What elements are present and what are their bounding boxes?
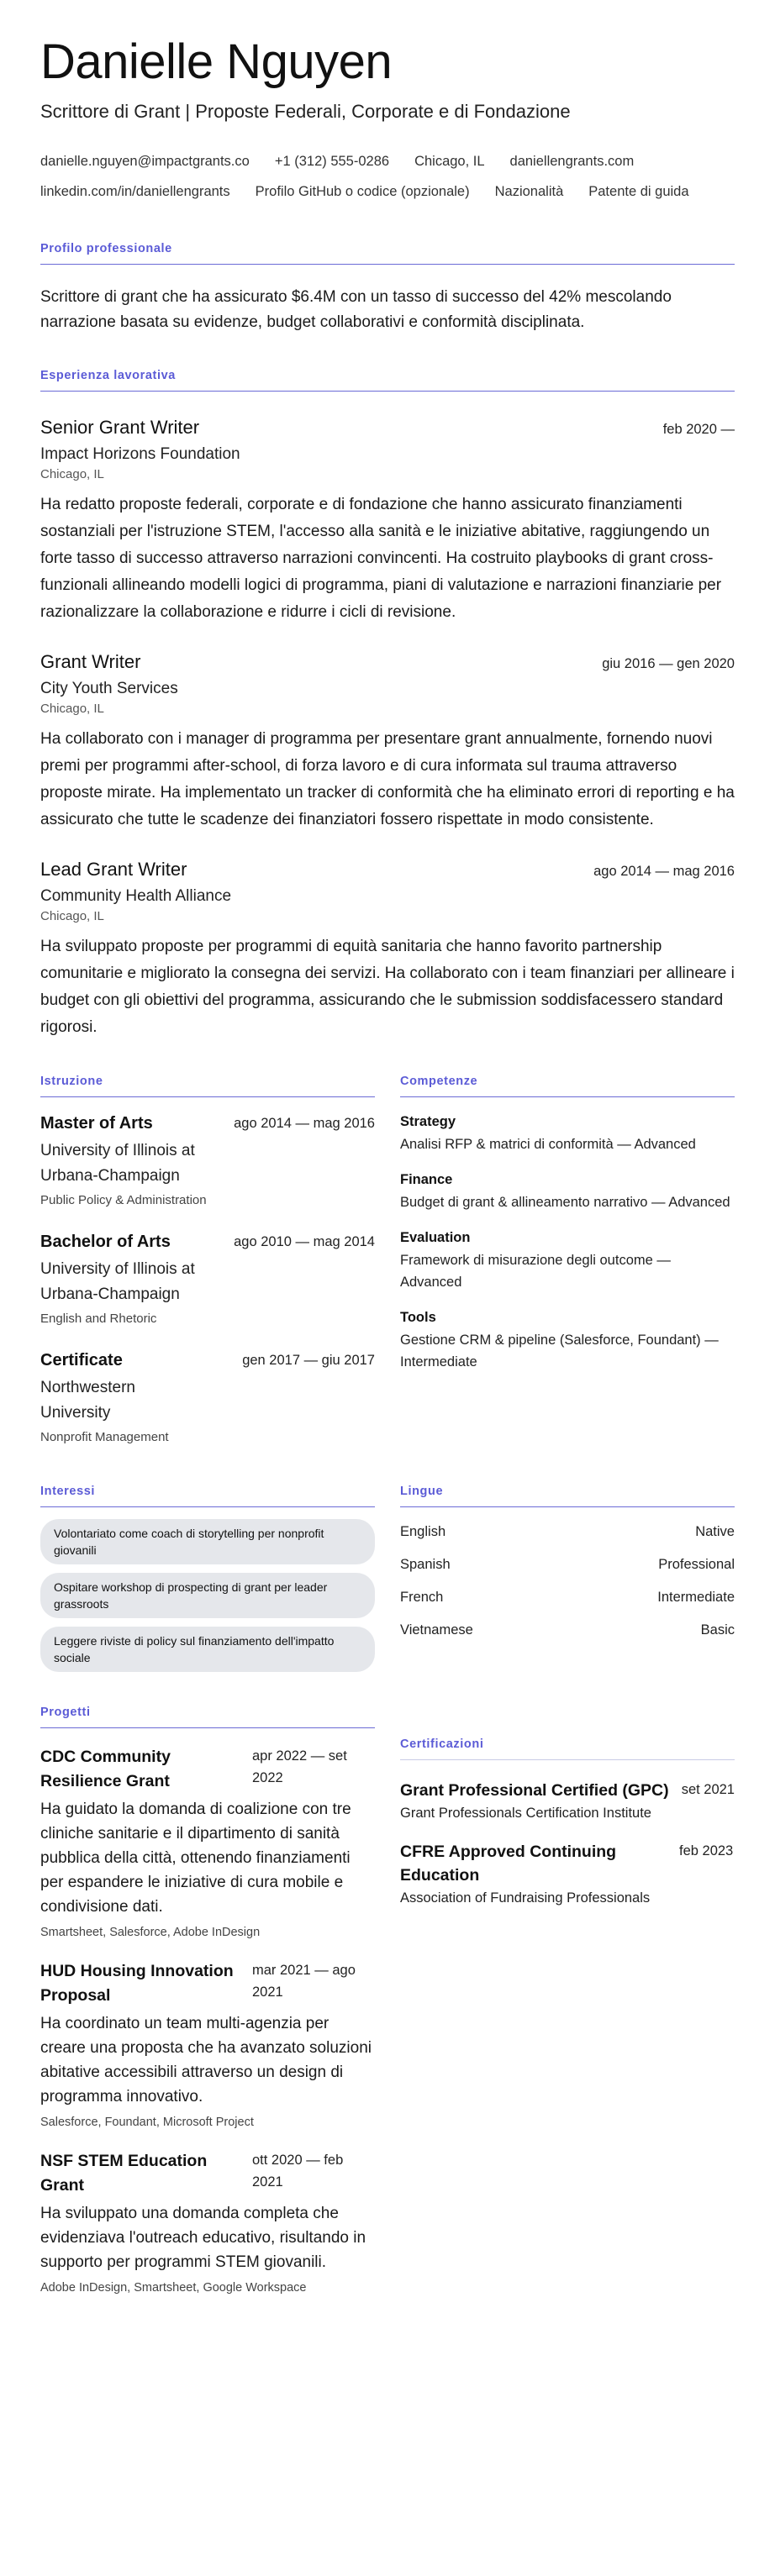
skill-entry <box>400 1114 735 1155</box>
skill-category: Tools <box>400 1309 436 1325</box>
project-name: NSF STEM Education Grant <box>40 2151 208 2195</box>
education-skills-row <box>40 1075 735 1448</box>
project-dates: ott 2020 — feb 2021 <box>252 2152 344 2190</box>
projects-heading: Progetti <box>40 1706 375 1728</box>
project-entry <box>40 1959 375 2129</box>
education-school: University of Illinois at Urbana-Champaign <box>40 1259 195 1303</box>
contact-linkedin[interactable]: linkedin.com/in/daniellengrants <box>40 183 230 199</box>
job-location: Chicago, IL <box>40 701 104 716</box>
education-school: Northwestern University <box>40 1378 135 1422</box>
project-tools: Adobe InDesign, Smartsheet, Google Workspace <box>40 2280 307 2295</box>
education-dates: ago 2014 — mag 2016 <box>234 1115 375 1131</box>
job-organization: Community Health Alliance <box>40 886 232 905</box>
certifications-section <box>400 1737 735 2295</box>
contact-email[interactable]: danielle.nguyen@impactgrants.co <box>40 153 250 169</box>
job-organization: City Youth Services <box>40 679 178 697</box>
summary-section <box>40 242 735 335</box>
interests-languages-row <box>40 1485 735 1672</box>
education-degree: Master of Arts <box>40 1113 153 1133</box>
job-entry <box>40 417 735 626</box>
project-dates: apr 2022 — set 2022 <box>252 1748 347 1785</box>
contact-location: Chicago, IL <box>414 153 485 169</box>
skill-detail: Gestione CRM & pipeline (Salesforce, Foundant) — Intermediate <box>400 1332 719 1369</box>
resume-header <box>40 35 735 200</box>
education-degree: Bachelor of Arts <box>40 1232 171 1251</box>
language-level: Professional <box>658 1556 735 1572</box>
experience-section <box>40 369 735 1041</box>
education-entry <box>40 1114 375 1211</box>
language-row <box>400 1557 735 1573</box>
language-row <box>400 1524 735 1540</box>
education-school: University of Illinois at Urbana-Champaign <box>40 1141 195 1185</box>
skill-category: Finance <box>400 1171 453 1187</box>
education-field: Public Policy & Administration <box>40 1192 207 1207</box>
certification-issuer: Grant Professionals Certification Institute <box>400 1805 651 1821</box>
education-section <box>40 1075 375 1448</box>
interest-chip: Ospitare workshop di prospecting di grant per leader grassroots <box>40 1573 375 1618</box>
interests-heading: Interessi <box>40 1485 375 1507</box>
job-location: Chicago, IL <box>40 908 104 923</box>
project-description: Ha coordinato un team multi-agenzia per creare una proposta che ha avanzato soluzioni abitative accessibili attraverso un design di programma innovativo. <box>40 2014 372 2105</box>
education-dates: gen 2017 — giu 2017 <box>242 1352 375 1368</box>
contact-phone[interactable]: +1 (312) 555-0286 <box>274 153 390 169</box>
job-title: Senior Grant Writer <box>40 416 200 438</box>
job-title: Grant Writer <box>40 650 141 672</box>
project-tools: Smartsheet, Salesforce, Adobe InDesign <box>40 1925 261 1939</box>
summary-heading: Profilo professionale <box>40 242 735 265</box>
languages-heading: Lingue <box>400 1485 735 1507</box>
experience-heading: Esperienza lavorativa <box>40 369 735 392</box>
education-heading: Istruzione <box>40 1075 375 1097</box>
job-title: Lead Grant Writer <box>40 858 187 880</box>
skill-category: Evaluation <box>400 1229 471 1245</box>
language-level: Native <box>695 1523 735 1539</box>
project-dates: mar 2021 — ago 2021 <box>252 1962 356 2000</box>
language-name: English <box>400 1523 446 1539</box>
job-description: Ha collaborato con i manager di programma per presentare grant annualmente, fornendo nuovi premi per programmi after-school, di forza lavoro e di cura informata sul trauma attraverso proposte mirate. Ha implementato un tracker di conformità che ha eliminato errori di reporting e ha assicurato che tutte le scadenze dei finanziatori fossero rispettate in modo consistente. <box>40 729 735 828</box>
language-row <box>400 1622 735 1638</box>
skill-entry <box>400 1230 735 1293</box>
skill-detail: Analisi RFP & matrici di conformità — Advanced <box>400 1136 696 1152</box>
job-location: Chicago, IL <box>40 466 104 481</box>
candidate-name: Danielle Nguyen <box>40 34 393 89</box>
project-entry <box>40 2149 375 2295</box>
contact-website[interactable]: daniellengrants.com <box>509 153 635 169</box>
skills-heading: Competenze <box>400 1075 735 1097</box>
contact-nationality: Nazionalità <box>494 183 564 199</box>
certification-entry <box>400 1840 735 1906</box>
project-description: Ha guidato la domanda di coalizione con tre cliniche sanitarie e il dipartimento di sanità pubblica della città, ottenendo finanziamenti per espandere le iniziative di cura mobile e condivisione dati. <box>40 1800 351 1916</box>
summary-text: Scrittore di grant che ha assicurato $6.4M con un tasso di successo del 42% mescolando narrazione basata su evidenze, budget collaborativi e conformità disciplinata. <box>40 287 672 331</box>
job-entry <box>40 651 735 833</box>
certification-dates: feb 2023 <box>679 1843 734 1858</box>
project-entry <box>40 1745 375 1939</box>
interest-chip: Volontariato come coach di storytelling per nonprofit giovanili <box>40 1519 375 1564</box>
language-row <box>400 1590 735 1606</box>
job-organization: Impact Horizons Foundation <box>40 444 240 463</box>
certification-entry <box>400 1779 735 1822</box>
project-description: Ha sviluppato una domanda completa che evidenziava l'outreach educativo, risultando in supporto per programmi STEM giovanili. <box>40 2204 366 2271</box>
education-entry <box>40 1351 375 1448</box>
skill-detail: Framework di misurazione degli outcome — Advanced <box>400 1252 671 1290</box>
certification-issuer: Association of Fundraising Professionals <box>400 1890 651 1906</box>
projects-section <box>40 1706 375 2295</box>
projects-certifications-row <box>40 1706 735 2295</box>
languages-section <box>400 1485 735 1672</box>
candidate-headline: Scrittore di Grant | Proposte Federali, Corporate e di Fondazione <box>40 100 571 122</box>
job-entry <box>40 859 735 1041</box>
skill-entry <box>400 1172 735 1213</box>
interest-chip: Leggere riviste di policy sul finanziamento dell'impatto sociale <box>40 1627 375 1672</box>
job-dates: giu 2016 — gen 2020 <box>602 655 735 671</box>
project-tools: Salesforce, Foundant, Microsoft Project <box>40 2115 254 2129</box>
language-level: Basic <box>700 1622 735 1638</box>
job-dates: ago 2014 — mag 2016 <box>593 863 735 879</box>
job-dates: feb 2020 — <box>662 421 735 437</box>
contact-driving-license: Patente di guida <box>588 183 689 199</box>
certification-dates: set 2021 <box>681 1781 735 1797</box>
language-name: Spanish <box>400 1556 451 1572</box>
certification-name: Grant Professional Certified (GPC) <box>400 1780 669 1800</box>
contact-github[interactable]: Profilo GitHub o codice (opzionale) <box>255 183 470 199</box>
education-degree: Certificate <box>40 1350 123 1369</box>
education-field: Nonprofit Management <box>40 1429 169 1444</box>
contact-list <box>40 153 735 200</box>
skill-detail: Budget di grant & allineamento narrativo — Advanced <box>400 1194 730 1210</box>
education-field: English and Rhetoric <box>40 1311 157 1326</box>
language-name: French <box>400 1589 444 1605</box>
language-level: Intermediate <box>657 1589 735 1605</box>
job-description: Ha sviluppato proposte per programmi di equità sanitaria che hanno favorito partnership comunitarie e migliorato la consegna dei servizi. Ha collaborato con i team finanziari per allineare i budget con gli obiettivi del programma, assicurando che le submission soddisfacessero standard rigorosi. <box>40 937 735 1036</box>
education-entry <box>40 1233 375 1329</box>
interests-section <box>40 1485 375 1672</box>
certification-name: CFRE Approved Continuing Education <box>400 1842 617 1885</box>
skills-section <box>400 1075 735 1448</box>
skill-category: Strategy <box>400 1113 456 1129</box>
certifications-heading: Certificazioni <box>400 1737 735 1760</box>
education-dates: ago 2010 — mag 2014 <box>234 1233 375 1249</box>
project-name: HUD Housing Innovation Proposal <box>40 1961 234 2005</box>
project-name: CDC Community Resilience Grant <box>40 1747 171 1790</box>
language-name: Vietnamese <box>400 1622 473 1638</box>
skill-entry <box>400 1310 735 1373</box>
job-description: Ha redatto proposte federali, corporate e di fondazione che hanno assicurato finanziamenti sostanziali per l'istruzione STEM, l'accesso alla sanità e le iniziative abitative, raggiungendo un forte tasso di successo attraverso narrazioni convincenti. Ha costruito playbooks di grant cross-funzionali allineando modelli logici di programma, piani di valutazione e narrazioni finanziarie per razionalizzare la collaborazione e ridurre i cicli di revisione. <box>40 495 722 621</box>
